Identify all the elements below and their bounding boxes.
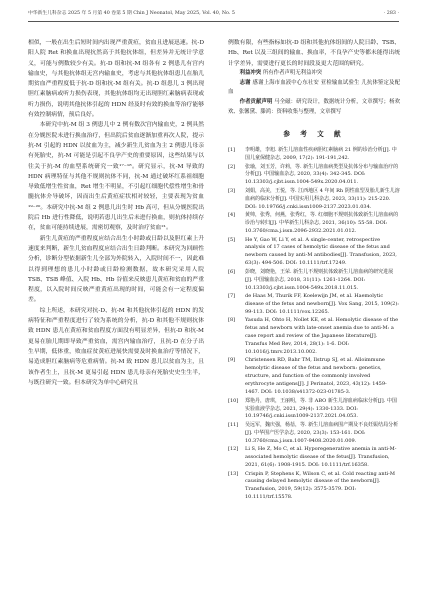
- reference-number: [10]: [228, 397, 239, 404]
- reference-text: 郑艳丹，唐琪，王丽明，等. 非 ABO 新生儿溶血病临床分析[J]. 中国实验血液学杂志, 2021, 29(4): 1330-1333. DOI: 10.19746/j.cnki.issn1009-2137.2021.04.053.: [245, 397, 397, 420]
- reference-item: [228, 212, 400, 236]
- reference-text: 吴远军，魏庆强，杨蓓，等. 新生儿溶血病围产期及不良妊娠结局分析[J]. 中华围产医学杂志, 2020, 23(3): 153-161. DOI: 10.3760/cma.j.issn.1007-9408.2020.01.009.: [245, 421, 399, 444]
- reference-text: 张瑜，刘玉芳，许莉，等. 新生儿溶血病类型及抗体分布与输血治疗的分析[J]. 中国输血杂志, 2020, 33(4): 342-345. DOI: 10.13303/j.cjbt.issn.1004-549x.2020.04.011.: [245, 163, 399, 186]
- conflict-label: 利益冲突: [239, 69, 262, 76]
- reference-item: [228, 293, 400, 317]
- reference-number: [7]: [228, 293, 236, 300]
- author-contributions: [228, 98, 400, 118]
- reference-item: [228, 188, 400, 212]
- running-header-journal: 中华新生儿科杂志 2025 年 5 月第 40 卷第 5 期 Chin J Neonatol, May 2025, Vol. 40, No. 5: [28, 11, 235, 16]
- reference-text: He Y, Gao W, Li Y, et al. A single-center, retrospective analysis of 17 cases of hemolytic disease of the fetus and newborn caused by anti-M antibodies[J]. Transfusion, 2023, 63(3): 494-506. DOI: 10.1111/trf.17249.: [245, 236, 397, 267]
- reference-number: [12]: [228, 446, 239, 453]
- reference-number: [8]: [228, 317, 236, 324]
- page-number: · 283 ·: [383, 11, 399, 16]
- body-paragraph: 新生儿黄疸的严重程度应结合出生小时龄或日龄以及胆红素上升速度来判断，新生儿贫血程度应结合出生日龄判断。本研究为回顾性分析，诊断分型依据新生儿全部为外院转入，入院时间不一，因此难以得到理想的患儿小时龄或日龄检测数据，故本研究采用人院 TSB、TSB 峰值、入院 Hb、Hb 谷值来反映患儿黄疸和贫血的严重程度，以入院时间反映严重黄疸出现的时间，可能会有一定程度偏差。: [28, 235, 204, 304]
- reference-number: [5]: [228, 236, 236, 243]
- header-rule: [28, 21, 399, 22]
- body-paragraph: 本研究中抗-M 组 3 例患儿中 2 例有数次宫内输血史，2 例具然在分娩医院未进行换血治疗，但出院后贫血逐渐加重再次人院，提示抗-M 引起的 HDN 以贫血为主，减少新生儿贫血为主 2 例患儿母亲有死胎史，抗-M 可能是引起不良孕产史的重要原因，这些结果与以往关于抗-M 的血型系统研究一致¹⁷⁻¹⁸。研究显示，抗-M 导致的 HDN 病理特征与其他不规则抗体不同，抗-M 通过破坏红系祖细胞导致低增生性贫血，Ret 增生不明显，不引起红细胞代偿性增生和骨髓抗体介导破坏，因而出生后黄疸症状相对较轻，主要表现为贫血¹⁹⁻²⁰。本研究中抗-M 组 2 例患儿出生时 Hb 高可，但从分娩医院出院后 Hb 进行性降低，说明若患儿出生后未进行换血，则抗体持续存在，贫血可能持续进展，需密切观察，及时治疗贫血²¹。: [28, 122, 204, 232]
- conflict-statement: [228, 69, 400, 79]
- thanks-text: 感谢上海市血液中心东社安 亚检输血试验生 儿抗体鉴定及配血: [228, 79, 400, 96]
- reference-item: [228, 446, 400, 470]
- left-column: [28, 38, 204, 388]
- reference-item: [228, 164, 400, 188]
- reference-number: [13]: [228, 470, 239, 477]
- reference-text: de Haas M, Thurik FF, Koelewijn JM, et al. Haemolytic disease of the fetus and newborn[J]. Vox Sang, 2015, 109(2): 99-113. DOI: 10.1111/vox.12265.: [245, 293, 399, 315]
- body-paragraph: 相似，一般在出生后短时间内出现严重黄疸，贫血且进展迅速。抗-D 阳人院 Ret 和换血出现抗然高于其他抗体组，但差异并无统计学意义，可能与例数较少有关。抗-D 组和抗-M 组各有 2 例患儿有宫内输血史，与其他抗体组无宫内输血史，考虑与其他抗体组患儿在胎儿期贫血严重程度低于抗-D 组和抗-M 组有关。抗-D 组患儿 3 例出现胆红素脑病或听力损伤表现，其他抗体组均无出现胆红素脑病表现或听力损伤，说明其他抗体引起的 HDN 经及时有效的换血等治疗能够有效控制病情，预后良好。: [28, 40, 204, 119]
- reference-item: [228, 237, 400, 269]
- reference-number: [2]: [228, 163, 236, 170]
- reference-text: Li S, He Z, Mo C, et al. Hyporegenerative anemia in anti-M-associated hemolytic disease of the fetus[J]. Transfusion, 2021, 61(6): 1908-1915. DOI: 10.1111/trf.16358.: [245, 446, 397, 469]
- contrib-label: 作者贡献声明: [239, 99, 273, 106]
- reference-text: 彭晓，刘晓艳，王荣. 新生儿不规则抗体致新生儿溶血病的研究进展[J]. 中国输血杂志, 2018, 31(11): 1261-1264. DOI: 10.13303/j.cjbt.issn.1004-549x.2018.11.015.: [245, 268, 394, 291]
- reference-item: [228, 398, 400, 422]
- reference-text: 黄帅，张秀，何燕，张秀红，等. 红细胞不规则抗体致新生儿溶血病的诊治与转归[J]. 中华新生儿科杂志, 2021, 36(10): 55-58. DOI: 10.3760/cma.j.issn.2096-2932.2021.01.012.: [245, 212, 399, 235]
- reference-text: 刘娟，高美，王悦，等. 江西地区 4 年间 Rh 阴性血型及胎儿新生儿溶血病的临床分析[J]. 中国实用儿科杂志, 2023, 33(11): 215-220. DOI: 10.19766/j.cnki.issn1009-2137.2023.01.034.: [245, 187, 400, 210]
- contrib-text: 马全磁：研究设计，数据统计分析，文章撰写；杨欢欢、张馨黛、滕鸿：资料收集与整理，文章撰写: [228, 99, 400, 116]
- thanks-label: 志谢: [239, 79, 251, 86]
- body-paragraph: 例数有限，有些指标如抗-D 组和其他抗体组间的人院日龄、TSB、Hb、Ret 以及三组间的输血、换血率，不良孕产史等都未能得出统计学差异，需要进行更长的时间段及更大范围的研究。: [228, 40, 400, 67]
- reference-item: [228, 422, 400, 446]
- right-column: [228, 38, 400, 503]
- reference-number: [11]: [228, 421, 239, 428]
- reference-item: [228, 269, 400, 293]
- article-notes: [228, 69, 400, 118]
- references-heading: 参 考 文 献: [283, 129, 345, 138]
- reference-item: [228, 471, 400, 503]
- reference-text: Crispin P, Stephens K, Wilson C, et al. Cold reacting anti-M causing delayed hemolytic disease of the newborn[J]. Transfusion, 2019, 59(12): 3575-3579. DOI: 10.1111/trf.15578.: [245, 470, 395, 501]
- reference-item: [228, 147, 400, 163]
- reference-text: 李明雄，李旭. 新生儿溶血性疾病胆红素脑病 21 例的诊治分析[J]. 中国儿童保健杂志, 2009, 17(2): 191-191,242.: [245, 147, 397, 162]
- reference-list: [228, 147, 400, 502]
- reference-item: [228, 317, 400, 357]
- reference-number: [4]: [228, 212, 236, 219]
- reference-number: [9]: [228, 357, 236, 364]
- acknowledgement: [228, 79, 400, 99]
- reference-text: Christensen RD, Bahr TM, Ilstrup SJ, et al. Alloimmune hemolytic disease of the fetus and newborn: genetics, structure, and function of the commonly involved erythrocyte antigens[J]. J Perinatol, 2023, 43(12): 1459-1467. DOI: 10.1038/s41372-023-01785-3.: [245, 357, 387, 396]
- reference-text: Yasuda H, Ohto H, Nollet KE, et al. Hemolytic disease of the fetus and newborn with late-onset anemia due to anti-M: a case report and review of the Japanese literature[J]. Transfus Med Rev, 2014, 28(1): 1-6. DOI: 10.1016/j.tmrv.2013.10.002.: [245, 317, 399, 355]
- running-header: [28, 9, 399, 19]
- reference-number: [6]: [228, 268, 236, 275]
- reference-number: [1]: [228, 147, 236, 154]
- reference-item: [228, 357, 400, 397]
- conflict-text: 所有作者声明无利益冲突: [262, 69, 323, 76]
- reference-number: [3]: [228, 187, 236, 194]
- body-paragraph: 综上所述，本研究对抗-D、抗-M 和其他抗体引起的 HDN 的发病特征和严重程度进行了较为系统的分析，抗-D 和其他不规则抗体致 HDN 患儿在黄疸和贫血程度方面没有明显差异，但抗-D 和抗-M 更易在胎儿期即导致严重贫血，需宫内输血治疗，且抗-D 在分子出生早期，低体重，败血症贫黄疸进展快需要及时换血治疗等情况下，易造成胆红素脑病等危重病情。抗-M 致 HDN 患儿以贫血为主，且该作者生上，且抗-M 更易引起 HDN 患儿母亲有死胎史史生生半，与既往研究一致。但本研究为单中心研究且: [28, 307, 204, 386]
